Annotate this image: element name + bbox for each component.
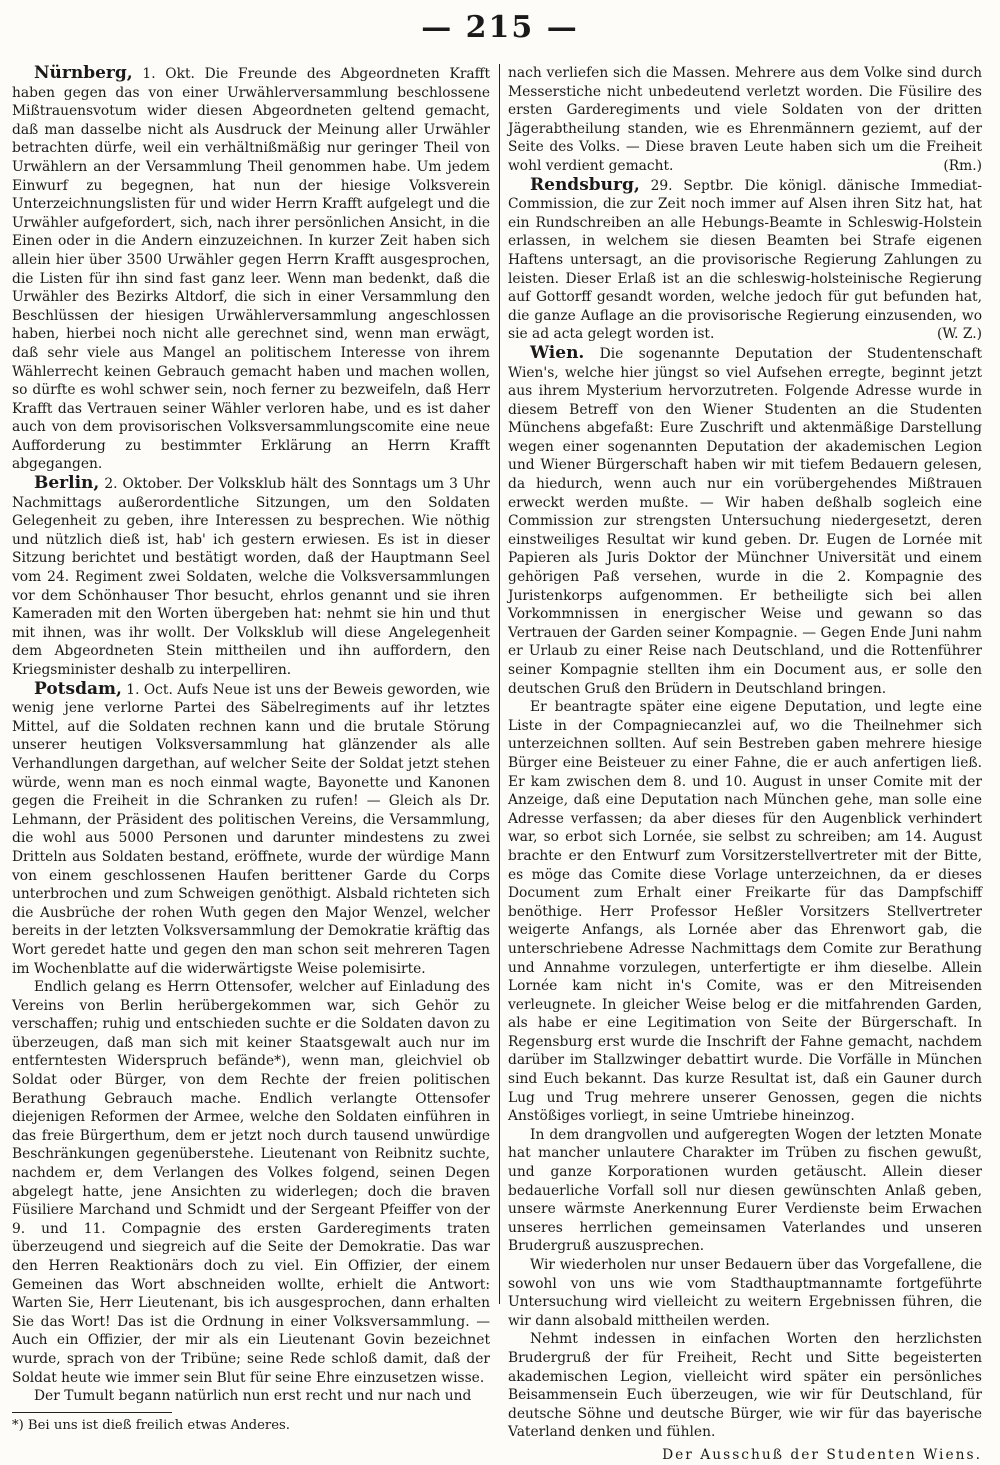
footnote-divider bbox=[12, 1412, 172, 1413]
article-potsdam bbox=[12, 680, 490, 979]
article-text: 1. Oct. Aufs Neue ist uns der Beweis geworden, wie wenig jene verlorne Partei des Säbelregiments auf ihr letztes Mittel, auf die Soldaten rechnen kann und die brutale Störung unserer heutigen Volksversammlung hat glänzender als alle Verhandlungen dargethan, auf welcher Seite der Soldat jetzt stehen würde, wenn man es noch einmal wagte, Bayonette und Kanonen gegen die Freiheit in die Schranken zu rufen! — Gleich als Dr. Lehmann, der Präsident des politischen Vereins, die Versammlung, die wohl aus 5000 Personen und darunter mindestens zu zwei Dritteln aus Soldaten bestand, eröffnete, wurde der würdige Mann von einem geschlossenen Haufen berittener Garde du Corps unterbrochen und zum Schweigen genöthigt. Alsbald richteten sich die Ausbrüche der rohen Wuth gegen den Major Wenzel, welcher bereits in der letzten Volksversammlung der Demokratie kräftig das Wort geredet hatte und gegen den man schon seit mehreren Tagen im Wochenblatte auf die widerwärtigste Weise polemisirte. bbox=[12, 681, 490, 977]
source-attribution: (W. Z.) bbox=[936, 326, 982, 343]
footnote: *) Bei uns ist dieß freilich etwas Anderes. bbox=[12, 1417, 290, 1433]
article-paragraph: In dem drangvollen und aufgeregten Wogen der letzten Monate hat mancher unlautere Charakter im Trüben zu fischen gewußt, und ganze Korporationen wurden getäuscht. Allein dieser bedauerliche Vorfall soll nur diesen gewünschten Anlaß geben, unsere wärmste Anerkennung Eurer Verdienste beim Erwachen unseres herrlichen gemeinsamen Vaterlandes und unseren Brudergruß auszusprechen. bbox=[508, 1126, 982, 1255]
dateline-nuernberg: Nürnberg, bbox=[34, 63, 133, 83]
article-paragraph: Nehmt indessen in einfachen Worten den herzlichsten Brudergruß der für Freiheit, Recht und Sitte begeisterten akademischen Legion, vielleicht wird später ein persönliches Beisammensein Euch überzeugen, wie wir für Deutschland, für deutsche Söhne und deutsche Bürger, wie wir für das bayerische Vaterland denken und fühlen. bbox=[508, 1331, 982, 1441]
article-paragraph: Der Tumult begann natürlich nun erst recht und nur nach und bbox=[34, 1388, 472, 1405]
article-text: 2. Oktober. Der Volksklub hält des Sonntags um 3 Uhr Nachmittags außerordentliche Sitzungen, um den Soldaten Gelegenheit zu geben, ihre Interessen zu besprechen. Wie nöthig und nützlich dieß ist, hab' ich gestern erwiesen. Es ist in dieser Sitzung berichtet und bestätigt worden, daß der Hauptmann Seel vom 24. Regiment zwei Soldaten, welche die Volksversammlungen vor dem Schönhauser Thor besucht, ehrlos genannt und sie ihren Kameraden mit den Worten übergeben hat: nehmt sie hin und thut mit ihnen, was ihr wollt. Der Volksklub will diese Angelegenheit dem Abgeordneten Stein mittheilen und ihn auffordern, den Kriegsminister deshalb zu interpelliren. bbox=[12, 476, 490, 678]
right-column bbox=[508, 64, 982, 1465]
article-paragraph: Endlich gelang es Herrn Ottensofer, welcher auf Einladung des Vereins von Berlin herübergekommen war, sich Gehör zu verschaffen; ruhig und entschieden suchte er die Soldaten davon zu überzeugen, daß man sich mit keiner Staatsgewalt auch nur im entferntesten Widerspruch befände*), wenn man, gleichviel ob Soldat oder Bürger, von dem Rechte der freien politischen Berathung Gebrauch mache. Endlich verlangte Ottensofer diejenigen Reformen der Armee, welche den Soldaten einführen in das freie Bürgerthum, dem er jetzt noch durch tausend unwürdige Beschränkungen gegenüberstehe. Lieutenant von Reibnitz suchte, nachdem er, dem Verlangen des Volkes folgend, seinen Degen abgelegt hatte, jene Ansichten zu widerlegen; doch die braven Füsiliere Marchand und Schmidt und der Sergeant Pfeiffer von der 9. und 11. Compagnie des ersten Garderegiments traten überzeugend und siegreich auf die Seite der Demokratie. Das war den Herren Reaktionärs doch zu viel. Ein Offizier, der einem Gemeinen das Wort abschneiden wollte, erhielt die Antwort: Warten Sie, Herr Lieutenant, bis ich ausgesprochen, dann erhalten Sie das Wort! Das ist die Ordnung in einer Volksversammlung. — Auch ein Offizier, der mir als ein Lieutenant Govin bezeichnet wurde, sprach von der Tribüne; seine Rede schloß damit, daß der Soldat heute wie immer sein Blut für seine Ehre einzusetzen wisse. bbox=[12, 979, 490, 1386]
source-attribution: (Rm.) bbox=[943, 157, 982, 174]
article-paragraph: Er beantragte später eine eigene Deputation, und legte eine Liste in der Compagniecanzlei auf, wo die Theilnehmer sich unterzeichnen sollten. Auf sein Bestreben gaben mehrere hiesige Bürger eine Beisteuer zu einer Fahne, die er auch anfertigen ließ. Er kam zwischen dem 8. und 10. August in unser Comite mit der Anzeige, daß eine Deputation nach München gehe, man solle eine Adresse verfassen; da aber dieses für den Augenblick verhindert war, so erbot sich Lornée, sie selbst zu schreiben; am 14. August brachte er den Entwurf zum Vorsitzerstellvertreter mit der Bitte, es möge das Comite diese Vorlage unterzeichnen, da er dieses Document zum Erhalt einer Freikarte für das Dampfschiff benöthige. Herr Professor Heßler Vorsitzers Stellvertreter weigerte Anfangs, als Lornée aber das Ehrenwort gab, die unterschriebene Adresse Nachmittags dem Comite zur Berathung und Annahme vorzulegen, unterfertigte er ihm dieselbe. Allein Lornée kam nicht in's Comite, was er den Mitreisenden verleugnete. In gleicher Weise belog er die mitfahrenden Garden, als habe er eine Legitimation von Seite der Bürgerschaft. In Regensburg erst wurde die Inschrift der Fahne gemacht, nachdem darüber im Stallzwinger debattirt wurde. Die Vorfälle in München sind Euch bekannt. Das kurze Resultat ist, daß ein Gauner durch Lug und Trug mehrere unserer Genossen, gegen die nichts Anstößiges vorliegt, in seine Umtriebe hineinzog. bbox=[508, 699, 982, 1125]
article-wien bbox=[508, 344, 982, 698]
article-text: Die sogenannte Deputation der Studentenschaft Wien's, welche hier jüngst so viel Aufsehen erregte, beginnt jetzt aus ihrem Mysterium hervorzutreten. Folgende Adresse wurde in diesem Betreff von den Wiener Studenten an die Studenten Münchens abgefaßt: Eure Zuschrift und aktenmäßige Darstellung wegen einer sogenannten Deputation der akademischen Legion und Wiener Bürgerschaft haben wir mit tiefem Bedauern gelesen, da hiedurch, wenn auch nur ein vorübergehendes Mißtrauen erweckt werden mußte. — Wir haben deßhalb sogleich eine Commission zur strengsten Untersuchung niedergesetzt, deren einstweiliges Resultat wir kund geben. Dr. Eugen de Lornée mit Papieren als Juris Doktor der Münchner Universität und einem gehörigen Paß versehen, wurde in die 2. Kompagnie des Juristenkorps aufgenommen. Er betheiligte sich bei allen Vorkommnissen in energischer Weise und gewann so das Vertrauen der Garden seiner Kompagnie. — Gegen Ende Juni nahm er Urlaub zu einer Reise nach Deutschland, und die Rottenführer seiner Kompagnie stellten ihm ein Document aus, er solle den deutschen Gruß den Brüdern in Deutschland bringen. bbox=[508, 345, 982, 697]
article-continuation bbox=[508, 64, 982, 176]
dateline-wien: Wien. bbox=[530, 342, 585, 363]
dateline-potsdam: Potsdam, bbox=[34, 678, 122, 699]
left-column bbox=[12, 64, 490, 1435]
article-text: 29. Septbr. Die königl. dänische Immediat-Commission, die zur Zeit noch immer auf Alsen ihren Sitz hat, hat ein Rundschreiben an alle Hebungs-Beamte in Schleswig-Holstein erlassen, in welchem sie diesen Beamten bei Strafe eigenen Haftens untersagt, an die provisorische Regierung Zahlungen zu leisten. Dieser Erlaß ist an die schleswig-holsteinische Regierung auf Gottorff gesandt worden, welche jedoch für gut befunden hat, die ganze Auflage an die provisorische Regierung einzusenden, wo sie ad acta gelegt worden ist. bbox=[508, 177, 982, 343]
article-nuernberg bbox=[12, 64, 490, 474]
dateline-berlin: Berlin, bbox=[34, 473, 100, 494]
article-rendsburg bbox=[508, 176, 982, 344]
signature: Der Ausschuß der Studenten Wiens. bbox=[662, 1446, 982, 1463]
article-text: 1. Okt. Die Freunde des Abgeordneten Krafft haben gegen das von einer Urwählerversammlung beschlossene Mißtrauensvotum wider diesen Abgeordneten geltend gemacht, daß man dasselbe nicht als Ausdruck der Meinung aller Urwähler betrachten dürfe, weil ein verhältnißmäßig nur geringer Theil von Urwählern an der Versammlung Theil genommen habe. Um jedem Einwurf zu begegnen, hat nun der hiesige Volksverein Unterzeichnungslisten für und wider Herrn Krafft aufgelegt und die Urwähler aufgefordert, sich, nach ihrer persönlichen Ansicht, in die Einen oder in die Andern einzuzeichnen. In kurzer Zeit haben sich allein hier über 3500 Urwähler gegen Herrn Krafft ausgesprochen, die Listen für ihn sind fast ganz leer. Wenn man bedenkt, daß die Urwähler des Bezirks Altdorf, die sich in einer Versammlung den Beschlüssen der hiesigen Urwählerversammlung angeschlossen haben, hierbei noch nicht alle gerechnet sind, wenn man erwägt, daß sehr viele aus Mangel an politischem Interesse von ihrem Wählerrecht keinen Gebrauch gemacht haben und machen wollen, so dürfte es wohl schwer sein, noch ferner zu bezweifeln, daß Herr Krafft das Vertrauen seiner Wähler verloren habe, und es ist daher auch von dem provisorischen Volksversammlungscomite eine neue Aufforderung zu bestimmter Erklärung an Herrn Krafft abgegangen. bbox=[12, 66, 490, 473]
page-number: — 215 — bbox=[421, 10, 579, 45]
article-text: nach verliefen sich die Massen. Mehrere aus dem Volke sind durch Messerstiche nicht unbedeutend verletzt worden. Die Füsilire des ersten Garderegiments und viele Soldaten von der dritten Jägerabtheilung standen, wie es Ehrenmännern geziemt, auf der Seite des Volks. — Diese braven Leute haben sich um die Freiheit wohl verdient gemacht. bbox=[508, 65, 982, 174]
dateline-rendsburg: Rendsburg, bbox=[530, 174, 640, 195]
article-berlin bbox=[12, 474, 490, 680]
article-paragraph: Wir wiederholen nur unser Bedauern über das Vorgefallene, die sowohl von uns wie vom Stadthauptmannamte fortgeführte Untersuchung wird vielleicht zu weitern Ergebnissen führen, die wir dann alsobald mittheilen werden. bbox=[508, 1257, 982, 1329]
column-divider bbox=[499, 64, 500, 1304]
